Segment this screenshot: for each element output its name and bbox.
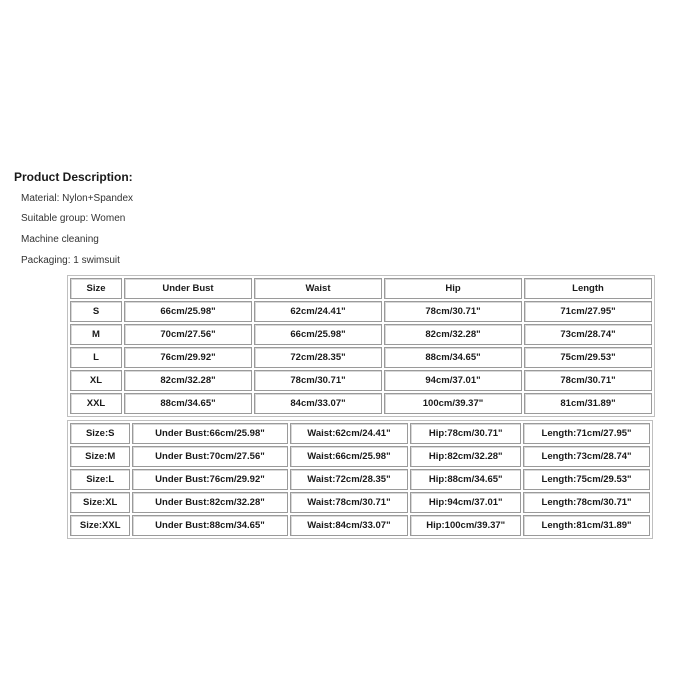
- cell-length: 81cm/31.89": [524, 393, 652, 414]
- cell-hip: Hip:78cm/30.71": [410, 423, 521, 444]
- cell-size: L: [70, 347, 122, 368]
- cell-hip: Hip:88cm/34.65": [410, 469, 521, 490]
- cell-length: Length:71cm/27.95": [523, 423, 650, 444]
- cell-size: XXL: [70, 393, 122, 414]
- cell-hip: 100cm/39.37": [384, 393, 522, 414]
- cell-hip: 88cm/34.65": [384, 347, 522, 368]
- cell-size: Size:M: [70, 446, 130, 467]
- cell-size: M: [70, 324, 122, 345]
- table-row: [70, 324, 652, 345]
- cell-length: 75cm/29.53": [524, 347, 652, 368]
- cell-length: 78cm/30.71": [524, 370, 652, 391]
- cell-under-bust: Under Bust:70cm/27.56": [132, 446, 287, 467]
- cell-length: Length:78cm/30.71": [523, 492, 650, 513]
- cell-hip: Hip:100cm/39.37": [410, 515, 521, 536]
- cell-under-bust: 88cm/34.65": [124, 393, 252, 414]
- cell-under-bust: Under Bust:88cm/34.65": [132, 515, 287, 536]
- cell-under-bust: Under Bust:82cm/32.28": [132, 492, 287, 513]
- cell-waist: Waist:72cm/28.35": [290, 469, 409, 490]
- cell-hip: Hip:94cm/37.01": [410, 492, 521, 513]
- cell-waist: 78cm/30.71": [254, 370, 382, 391]
- packaging-line: Packaging: 1 swimsuit: [21, 255, 120, 266]
- header-size: Size: [70, 278, 122, 299]
- cell-under-bust: 82cm/32.28": [124, 370, 252, 391]
- cell-length: Length:73cm/28.74": [523, 446, 650, 467]
- cell-size: Size:XL: [70, 492, 130, 513]
- size-chart-table: [67, 275, 655, 417]
- cell-waist: 62cm/24.41": [254, 301, 382, 322]
- cell-length: Length:81cm/31.89": [523, 515, 650, 536]
- cell-waist: 66cm/25.98": [254, 324, 382, 345]
- table-row: [70, 446, 650, 467]
- table-row: [70, 301, 652, 322]
- cell-hip: 94cm/37.01": [384, 370, 522, 391]
- cell-size: Size:L: [70, 469, 130, 490]
- cell-waist: Waist:84cm/33.07": [290, 515, 409, 536]
- cell-waist: Waist:66cm/25.98": [290, 446, 409, 467]
- cell-waist: 72cm/28.35": [254, 347, 382, 368]
- table-row: [70, 515, 650, 536]
- cell-size: Size:S: [70, 423, 130, 444]
- cell-hip: 82cm/32.28": [384, 324, 522, 345]
- cell-hip: Hip:82cm/32.28": [410, 446, 521, 467]
- cell-length: 73cm/28.74": [524, 324, 652, 345]
- cell-size: XL: [70, 370, 122, 391]
- cell-size: Size:XXL: [70, 515, 130, 536]
- cell-length: Length:75cm/29.53": [523, 469, 650, 490]
- header-length: Length: [524, 278, 652, 299]
- product-description-title: Product Description:: [14, 170, 133, 184]
- material-line: Material: Nylon+Spandex: [21, 193, 134, 204]
- cell-hip: 78cm/30.71": [384, 301, 522, 322]
- cell-under-bust: 66cm/25.98": [124, 301, 252, 322]
- header-waist: Waist: [254, 278, 382, 299]
- size-list-table: [67, 420, 653, 539]
- cell-length: 71cm/27.95": [524, 301, 652, 322]
- header-hip: Hip: [384, 278, 522, 299]
- header-under-bust: Under Bust: [124, 278, 252, 299]
- cleaning-line: Machine cleaning: [21, 234, 99, 245]
- table-row: [70, 393, 652, 414]
- cell-waist: Waist:62cm/24.41": [290, 423, 409, 444]
- table-header-row: [70, 278, 652, 299]
- cell-under-bust: 70cm/27.56": [124, 324, 252, 345]
- table-row: [70, 370, 652, 391]
- cell-under-bust: Under Bust:76cm/29.92": [132, 469, 287, 490]
- table-row: [70, 492, 650, 513]
- table-row: [70, 469, 650, 490]
- suitable-group-line: Suitable group: Women: [21, 213, 126, 224]
- cell-under-bust: Under Bust:66cm/25.98": [132, 423, 287, 444]
- table-row: [70, 347, 652, 368]
- cell-waist: 84cm/33.07": [254, 393, 382, 414]
- cell-under-bust: 76cm/29.92": [124, 347, 252, 368]
- table-row: [70, 423, 650, 444]
- cell-size: S: [70, 301, 122, 322]
- cell-waist: Waist:78cm/30.71": [290, 492, 409, 513]
